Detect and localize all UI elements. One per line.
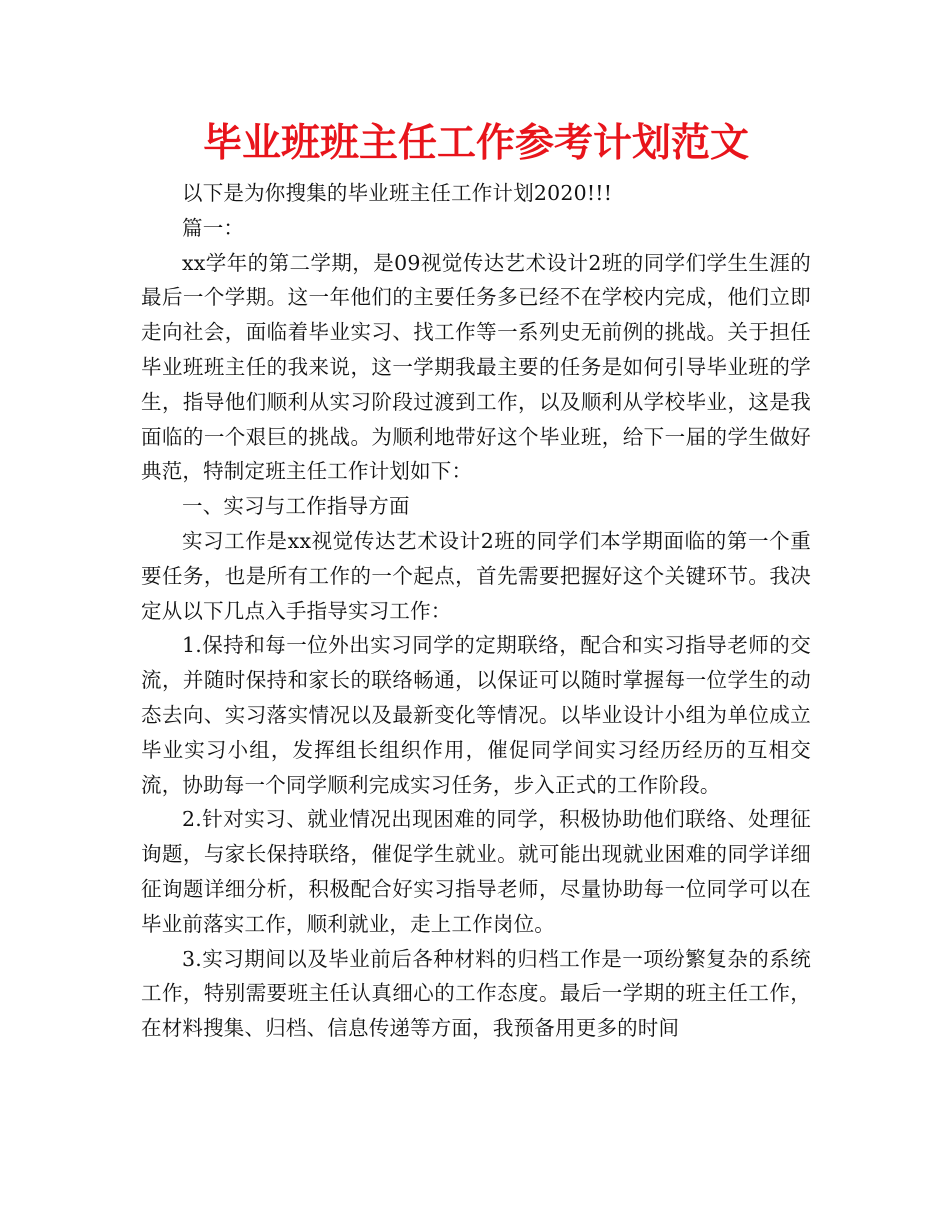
intro-paragraph: 以下是为你搜集的毕业班主任工作计划2020!!! — [182, 181, 613, 205]
body-paragraph: 实习工作是xx视觉传达艺术设计2班的同学们本学期面临的第一个重要任务，也是所有工作的一个起点，首先需要把握好这个关键环节。我决定从以下几点入手指导实习工作： — [141, 528, 811, 623]
list-item: 1.保持和每一位外出实习同学的定期联络，配合和实习指导老师的交流，并随时保持和家长的联络畅通，以保证可以随时掌握每一位学生的动态去向、实习落实情况以及最新变化等情况。以毕业设计小组为单位成立毕业实习小组，发挥组长组织作用，催促同学间实习经历经历的互相交流，协助每一个同学顺利完成实习任务，步入正式的工作阶段。 — [141, 633, 811, 797]
section-label: 篇一： — [182, 215, 245, 240]
list-item: 2.针对实习、就业情况出现困难的同学，积极协助他们联络、处理征询题，与家长保持联络，催促学生就业。就可能出现就业困难的同学详细征询题详细分析，积极配合好实习指导老师，尽量协助每一位同学可以在毕业前落实工作，顺利就业，走上工作岗位。 — [141, 807, 811, 936]
body-paragraph: xx学年的第二学期，是09视觉传达艺术设计2班的同学们学生生涯的最后一个学期。这一年他们的主要任务多已经不在学校内完成，他们立即走向社会，面临着毕业实习、找工作等一系列史无前例的挑战。关于担任毕业班班主任的我来说，这一学期我最主要的任务是如何引导毕业班的学生，指导他们顺利从实习阶段过渡到工作，以及顺利从学校毕业，这是我面临的一个艰巨的挑战。为顺利地带好这个毕业班，给下一届的学生做好典范，特制定班主任工作计划如下： — [141, 250, 811, 484]
document-title: 毕业班班主任工作参考计划范文 — [202, 121, 749, 166]
section-heading: 一、实习与工作指导方面 — [182, 494, 410, 519]
document-page — [141, 118, 811, 1046]
list-item: 3.实习期间以及毕业前后各种材料的归档工作是一项纷繁复杂的系统工作，特别需要班主任认真细心的工作态度。最后一学期的班主任工作，在材料搜集、归档、信息传递等方面，我预备用更多的时间 — [141, 946, 811, 1041]
